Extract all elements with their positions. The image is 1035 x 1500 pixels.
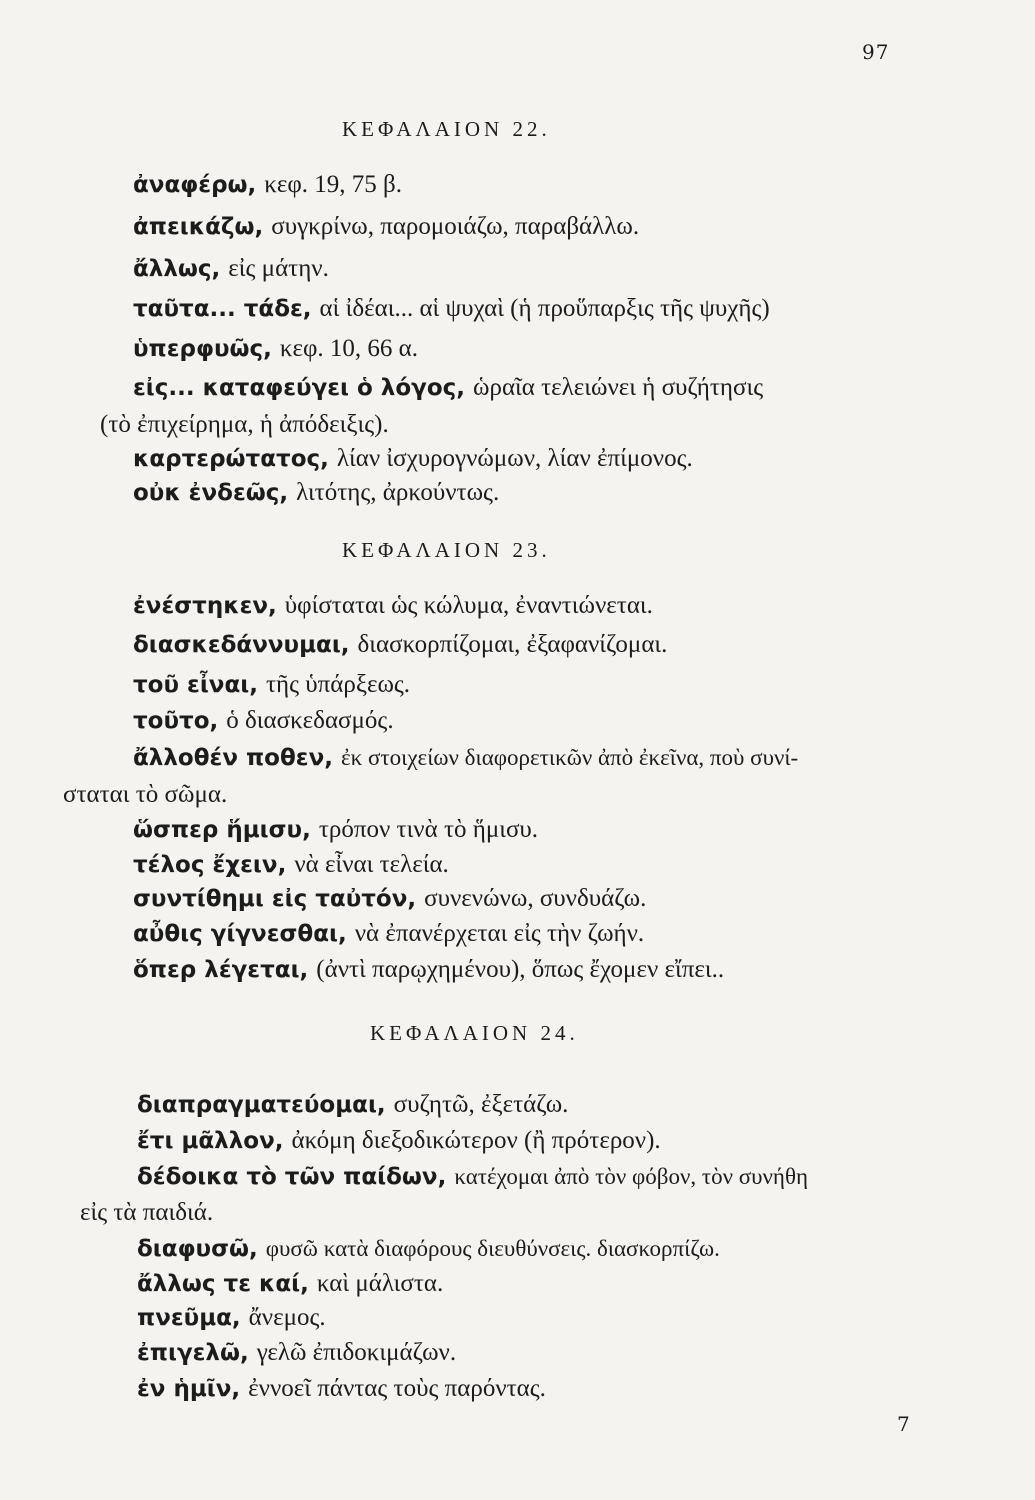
entry-term: ὑπερφυῶς	[133, 336, 264, 362]
entry-term: ἄλλως	[133, 256, 212, 282]
glossary-entry: ἄλλως τε καί, καὶ μάλιστα.	[137, 1270, 444, 1297]
entry-continuation: (τὸ ἐπιχείρημα, ἡ ἀπόδειξις).	[100, 411, 389, 438]
chapter-heading: ΚΕΦΑΛΑΙΟΝ 23.	[342, 538, 551, 562]
glossary-entry: τέλος ἔχειν, νὰ εἶναι τελεία.	[133, 851, 449, 878]
entry-definition: ἐννοεῖ πάντας τοὺς παρόντας.	[248, 1375, 546, 1402]
entry-term: αὖθις γίγνεσθαι	[133, 921, 338, 947]
entry-continuation: σταται τὸ σῶμα.	[63, 781, 228, 808]
entry-term: ἄλλως τε καί	[137, 1271, 301, 1297]
glossary-entry: διαφυσῶ, φυσῶ κατὰ διαφόρους διευθύνσεις. διασκορπίζω.	[137, 1236, 720, 1262]
entry-term: τέλος ἔχειν	[133, 852, 278, 878]
glossary-entry: συντίθημι εἰς ταὐτόν, συνενώνω, συνδυάζω.	[133, 885, 647, 912]
entry-definition: ὁ διασκεδασμός.	[226, 707, 394, 734]
glossary-entry: ἐπιγελῶ, γελῶ ἐπιδοκιμάζων.	[137, 1339, 457, 1366]
entry-definition: γελῶ ἐπιδοκιμάζων.	[256, 1339, 457, 1366]
glossary-entry: πνεῦμα, ἄνεμος.	[137, 1304, 326, 1331]
entry-definition: συγκρίνω, παρομοιάζω, παραβάλλω.	[271, 213, 640, 240]
entry-term: ἐνέστηκεν	[133, 593, 269, 619]
entry-term: συντίθημι εἰς ταὐτόν	[133, 886, 408, 912]
entry-term: διαφυσῶ	[137, 1236, 249, 1262]
entry-definition: καὶ μάλιστα.	[316, 1270, 444, 1297]
entry-continuation: εἰς τὰ παιδιά.	[80, 1199, 214, 1226]
glossary-entry: τοῦ εἶναι, τῆς ὑπάρξεως.	[133, 671, 411, 698]
entry-term: τοῦ εἶναι	[133, 672, 250, 698]
entry-term: ὥσπερ ἥμισυ	[133, 817, 303, 843]
glossary-entry: ἐν ἡμῖν, ἐννοεῖ πάντας τοὺς παρόντας.	[137, 1375, 546, 1402]
glossary-entry: ἀναφέρω, κεφ. 19, 75 β.	[133, 171, 403, 198]
chapter-heading: ΚΕΦΑΛΑΙΟΝ 22.	[342, 117, 551, 141]
glossary-entry: εἰς... καταφεύγει ὁ λόγος, ὡραῖα τελειώνει ἡ συζήτησις	[133, 374, 764, 401]
entry-definition: διασκορπίζομαι, ἐξαφανίζομαι.	[357, 631, 668, 658]
entry-definition: λίαν ἰσχυρογνώμων, λίαν ἐπίμονος.	[336, 445, 693, 472]
entry-definition: νὰ ἐπανέρχεται εἰς τὴν ζωήν.	[354, 920, 645, 947]
entry-term: διασκεδάννυμαι	[133, 632, 341, 658]
entry-definition: συνενώνω, συνδυάζω.	[424, 885, 647, 912]
glossary-entry: τοῦτο, ὁ διασκεδασμός.	[133, 707, 394, 734]
glossary-entry: οὐκ ἐνδεῶς, λιτότης, ἀρκούντως.	[133, 479, 500, 506]
entry-definition: κεφ. 19, 75 β.	[264, 171, 403, 198]
glossary-entry: αὖθις γίγνεσθαι, νὰ ἐπανέρχεται εἰς τὴν ζωήν.	[133, 920, 645, 947]
entry-definition: συζητῶ, ἐξετάζω.	[393, 1091, 569, 1118]
chapter-heading: ΚΕΦΑΛΑΙΟΝ 24.	[370, 1021, 579, 1045]
entry-definition: τρόπον τινὰ τὸ ἥμισυ.	[318, 816, 539, 843]
entry-term: δέδοικα τὸ τῶν παίδων	[137, 1164, 438, 1190]
glossary-entry: ὥσπερ ἥμισυ, τρόπον τινὰ τὸ ἥμισυ.	[133, 816, 539, 843]
glossary-entry: διασκεδάννυμαι, διασκορπίζομαι, ἐξαφανίζομαι.	[133, 631, 668, 658]
entry-term: εἰς... καταφεύγει ὁ λόγος	[133, 375, 457, 401]
entry-term: ἔτι μᾶλλον	[137, 1128, 275, 1154]
glossary-entry: καρτερώτατος, λίαν ἰσχυρογνώμων, λίαν ἐπίμονος.	[133, 445, 693, 472]
entry-definition: ὡραῖα τελειώνει ἡ συζήτησις	[473, 374, 764, 401]
glossary-entry: διαπραγματεύομαι, συζητῶ, ἐξετάζω.	[137, 1091, 569, 1118]
entry-term: ταῦτα... τάδε	[133, 296, 303, 322]
entry-term: πνεῦμα	[137, 1305, 232, 1331]
glossary-entry: ἐνέστηκεν, ὑφίσταται ὡς κώλυμα, ἐναντιώνεται.	[133, 592, 653, 619]
entry-definition: κεφ. 10, 66 α.	[279, 335, 419, 362]
entry-term: ἀπεικάζω	[133, 214, 255, 240]
glossary-entry: ὅπερ λέγεται, (ἀντὶ παρῳχημένου), ὅπως ἔχομεν εἴπει..	[133, 956, 725, 983]
entry-term: καρτερώτατος	[133, 446, 321, 472]
entry-definition: ὑφίσταται ὡς κώλυμα, ἐναντιώνεται.	[284, 592, 653, 619]
glossary-entry: ἄλλως, εἰς μάτην.	[133, 255, 329, 282]
entry-term: τοῦτο	[133, 708, 210, 734]
page-number: 97	[862, 40, 890, 64]
entry-term: ἄλλοθέν ποθεν	[133, 745, 325, 771]
glossary-entry: ταῦτα... τάδε, αἱ ἰδέαι... αἱ ψυχαὶ (ἡ προὕπαρξις τῆς ψυχῆς)	[133, 295, 770, 322]
entry-definition: φυσῶ κατὰ διαφόρους διευθύνσεις. διασκορπίζω.	[265, 1236, 720, 1261]
signature-mark: 7	[897, 1412, 910, 1436]
glossary-entry: δέδοικα τὸ τῶν παίδων, κατέχομαι ἀπὸ τὸν φόβον, τὸν συνήθη	[137, 1164, 809, 1190]
entry-definition: (ἀντὶ παρῳχημένου), ὅπως ἔχομεν εἴπει..	[316, 956, 725, 983]
entry-definition: ἄνεμος.	[248, 1304, 326, 1331]
entry-definition: ἀκόμη διεξοδικώτερον (ἢ πρότερον).	[291, 1127, 661, 1154]
entry-term: ἐν ἡμῖν	[137, 1376, 232, 1402]
entry-definition: κατέχομαι ἀπὸ τὸν φόβον, τὸν συνήθη	[454, 1164, 809, 1189]
entry-term: οὐκ ἐνδεῶς	[133, 480, 280, 506]
glossary-entry: ἔτι μᾶλλον, ἀκόμη διεξοδικώτερον (ἢ πρότερον).	[137, 1127, 661, 1154]
entry-term: ἀναφέρω	[133, 172, 248, 198]
entry-term: ἐπιγελῶ	[137, 1340, 240, 1366]
entry-term: ὅπερ λέγεται	[133, 957, 300, 983]
glossary-entry: ἄλλοθέν ποθεν, ἐκ στοιχείων διαφορετικῶν ἀπὸ ἐκεῖνα, ποὺ συνί-	[133, 745, 799, 771]
entry-term: διαπραγματεύομαι	[137, 1092, 377, 1118]
entry-definition: εἰς μάτην.	[228, 255, 329, 282]
entry-definition: αἱ ἰδέαι... αἱ ψυχαὶ (ἡ προὕπαρξις τῆς ψυχῆς)	[319, 295, 770, 322]
entry-definition: λιτότης, ἀρκούντως.	[296, 479, 500, 506]
entry-definition: νὰ εἶναι τελεία.	[294, 851, 449, 878]
glossary-entry: ὑπερφυῶς, κεφ. 10, 66 α.	[133, 335, 419, 362]
glossary-entry: ἀπεικάζω, συγκρίνω, παρομοιάζω, παραβάλλω.	[133, 213, 640, 240]
entry-definition: τῆς ὑπάρξεως.	[265, 671, 411, 698]
entry-definition: ἐκ στοιχείων διαφορετικῶν ἀπὸ ἐκεῖνα, ποὺ συνί-	[341, 745, 799, 770]
